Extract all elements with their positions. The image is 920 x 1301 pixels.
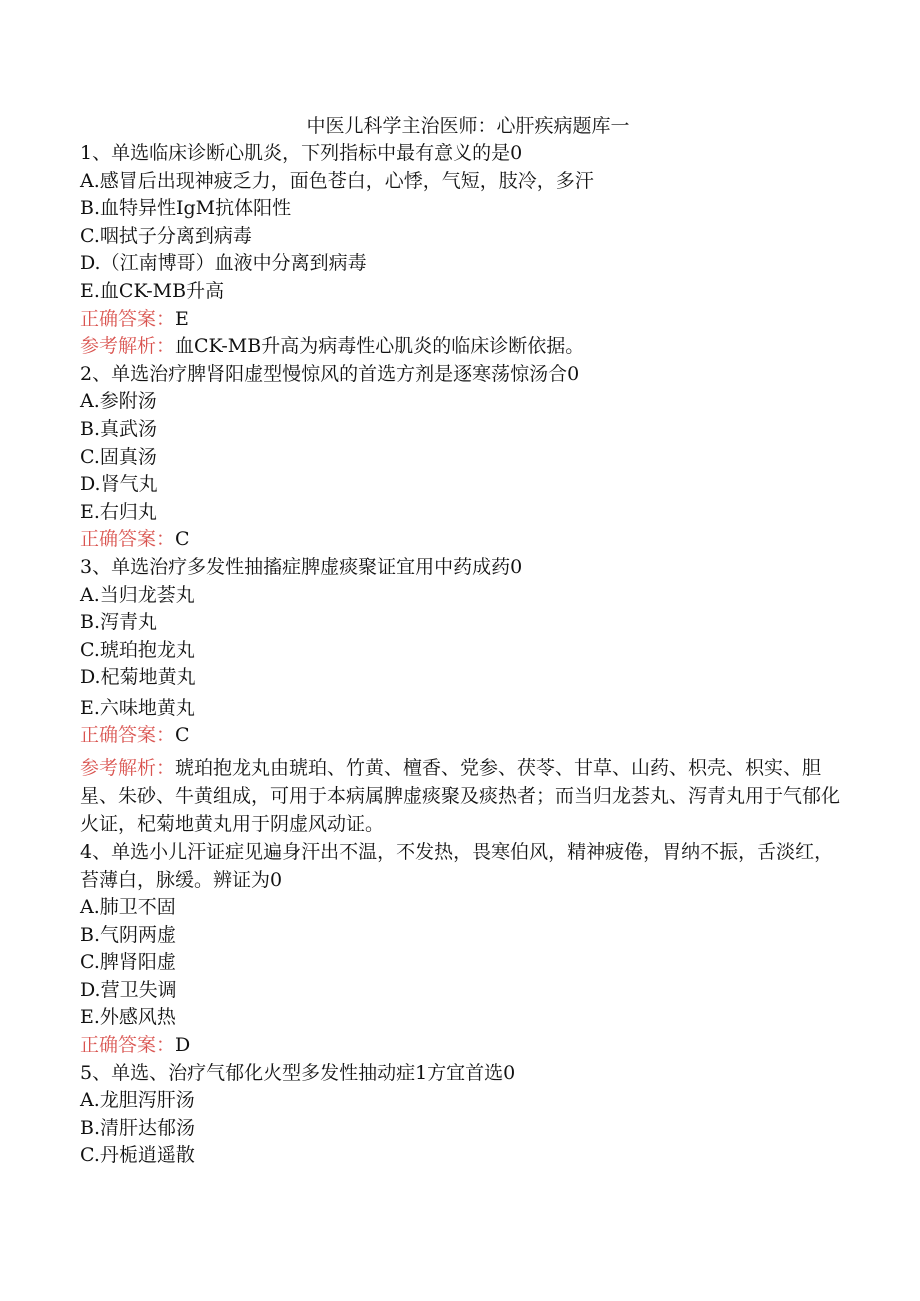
answer-value: C <box>175 724 190 747</box>
answer-line <box>80 722 840 750</box>
question-stem: 2、单选治疗脾肾阳虚型慢惊风的首选方剂是逐寒荡惊汤合0 <box>80 362 580 385</box>
option: C.脾肾阳虚 <box>80 951 176 974</box>
document-title: 中医儿科学主治医师：心肝疾病题库一 <box>306 115 630 137</box>
answer-label: 正确答案： <box>80 724 176 747</box>
answer-line <box>80 1032 840 1060</box>
option: B.清肝达郁汤 <box>80 1116 196 1139</box>
option: E.外感风热 <box>80 1006 176 1029</box>
option: E.六味地黄丸 <box>80 696 195 719</box>
answer-label: 正确答案： <box>80 528 176 551</box>
analysis-label: 参考解析： <box>80 335 176 358</box>
option: C.琥珀抱龙丸 <box>80 638 195 661</box>
question-stem: 5、单选、治疗气郁化火型多发性抽动症1方宜首选0 <box>80 1061 516 1084</box>
answer-label: 正确答案： <box>80 1034 176 1057</box>
option: D.（江南博哥）血液中分离到病毒 <box>80 252 367 275</box>
option: A.龙胆泻肝汤 <box>80 1089 195 1112</box>
option: B.真武汤 <box>80 417 158 440</box>
option: D.肾气丸 <box>80 473 158 496</box>
analysis-line <box>80 333 840 361</box>
question-stem: 1、单选临床诊断心肌炎，下列指标中最有意义的是0 <box>80 142 523 164</box>
answer-value: D <box>175 1034 191 1057</box>
option: A.感冒后出现神疲乏力，面色苍白，心悸，气短，肢冷，多汗 <box>80 169 594 192</box>
question-stem: 4、单选小儿汗证症见遍身汗出不温，不发热，畏寒伯风，精神疲倦，胃纳不振，舌淡红，苔薄白，脉缓。辨证为0 <box>80 841 834 892</box>
option: A.肺卫不固 <box>80 896 176 919</box>
option: B.气阴两虚 <box>80 923 177 946</box>
option: B.泻青丸 <box>80 611 158 634</box>
answer-value: E <box>175 307 189 330</box>
analysis-paragraph <box>80 754 840 838</box>
answer-line <box>80 306 840 334</box>
answer-value: C <box>175 528 190 551</box>
option: E.右归丸 <box>80 500 157 523</box>
analysis-text: 血CK-MB升高为病毒性心肌炎的临床诊断依据。 <box>175 335 585 358</box>
answer-line <box>80 526 840 554</box>
analysis-text: 琥珀抱龙丸由琥珀、竹黄、檀香、党参、茯苓、甘草、山药、枳壳、枳实、胆星、朱砂、牛黄组成，可用于本病属脾虚痰聚及痰热者；而当归龙荟丸、泻青丸用于气郁化火证，杞菊地黄丸用于阴虚风动证。 <box>80 757 841 836</box>
document-page <box>80 112 840 1170</box>
option: A.参附汤 <box>80 390 157 413</box>
option: C.咽拭子分离到病毒 <box>80 224 252 247</box>
option: D.杞菊地黄丸 <box>80 666 196 689</box>
option: A.当归龙荟丸 <box>80 583 195 606</box>
option: D.营卫失调 <box>80 978 177 1001</box>
question-stem: 3、单选治疗多发性抽搐症脾虚痰聚证宜用中药成药0 <box>80 555 523 578</box>
answer-label: 正确答案： <box>80 307 176 330</box>
option: B.血特异性IgM抗体阳性 <box>80 197 292 220</box>
option: E.血CK-MB升高 <box>80 279 225 302</box>
analysis-label: 参考解析： <box>80 757 176 780</box>
option: C.丹栀逍遥散 <box>80 1144 195 1167</box>
option: C.固真汤 <box>80 445 157 468</box>
